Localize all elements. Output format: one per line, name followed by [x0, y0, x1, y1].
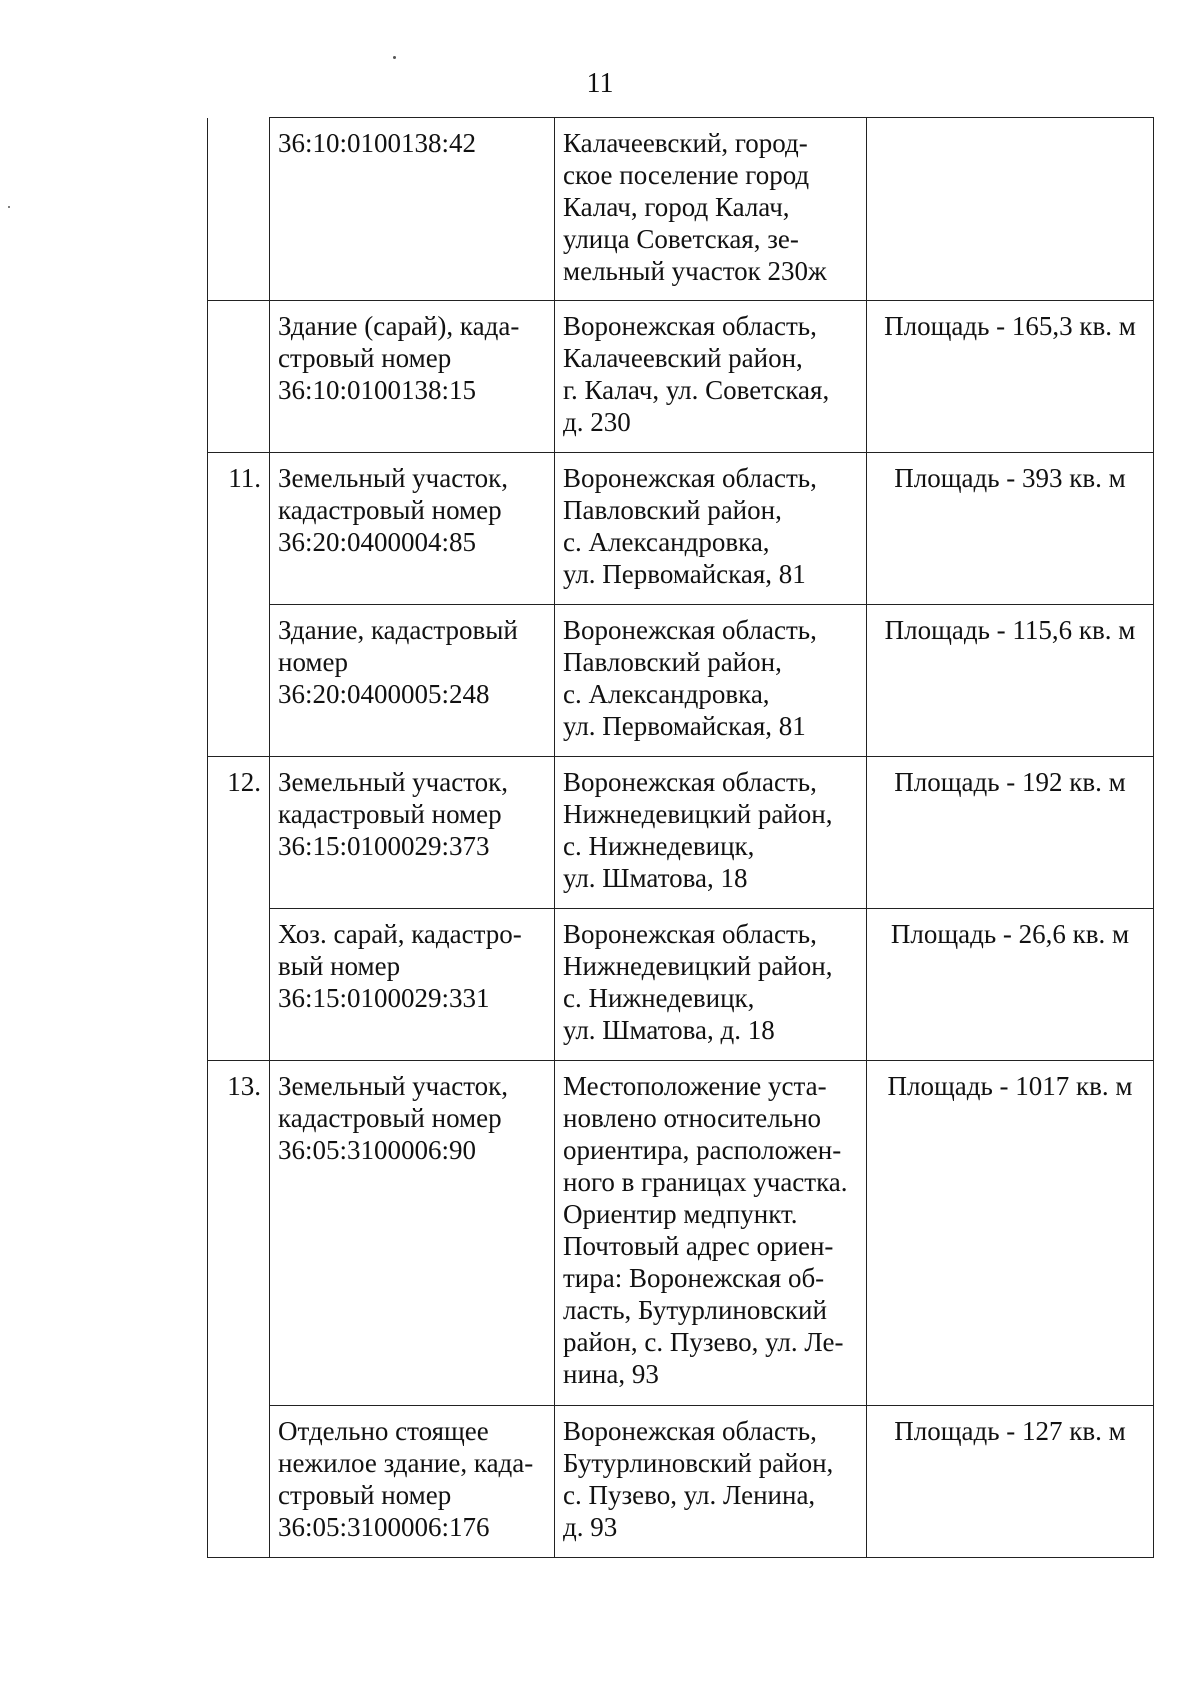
- object-description: Земельный участок, кадастровый номер 36:15:0100029:373: [270, 757, 555, 909]
- page-number: 11: [586, 68, 614, 99]
- object-area: Площадь - 192 кв. м: [867, 757, 1154, 909]
- object-address: Воронежская область, Павловский район, с. Александровка, ул. Первомайская, 81: [555, 605, 867, 757]
- row-number: 11.: [208, 453, 270, 605]
- object-address: Воронежская область, Павловский район, с. Александровка, ул. Первомайская, 81: [555, 453, 867, 605]
- table-row: [208, 1406, 1154, 1558]
- object-description: Хоз. сарай, кадастро- вый номер 36:15:0100029:331: [270, 909, 555, 1061]
- object-address: Воронежская область, Бутурлиновский район, с. Пузево, ул. Ленина, д. 93: [555, 1406, 867, 1558]
- object-address: Воронежская область, Калачеевский район, г. Калач, ул. Советская, д. 230: [555, 301, 867, 453]
- scan-speck: [393, 56, 396, 59]
- object-description: Земельный участок, кадастровый номер 36:20:0400004:85: [270, 453, 555, 605]
- object-description: Земельный участок, кадастровый номер 36:05:3100006:90: [270, 1061, 555, 1406]
- object-area: Площадь - 393 кв. м: [867, 453, 1154, 605]
- object-area: Площадь - 127 кв. м: [867, 1406, 1154, 1558]
- object-description: Здание (сарай), када- стровый номер 36:10:0100138:15: [270, 301, 555, 453]
- object-address: Воронежская область, Нижнедевицкий район, с. Нижнедевицк, ул. Шматова, 18: [555, 757, 867, 909]
- object-address: Калачеевский, город- ское поселение город Калач, город Калач, улица Советская, зе- мельный участок 230ж: [555, 118, 867, 301]
- object-area: Площадь - 165,3 кв. м: [867, 301, 1154, 453]
- scan-speck: [8, 206, 10, 208]
- object-area: Площадь - 26,6 кв. м: [867, 909, 1154, 1061]
- row-number: [208, 605, 270, 757]
- table-row: [208, 605, 1154, 757]
- object-area: [867, 118, 1154, 301]
- object-description: Здание, кадастровый номер 36:20:0400005:248: [270, 605, 555, 757]
- property-table: [207, 117, 1154, 1558]
- object-description: 36:10:0100138:42: [270, 118, 555, 301]
- object-description: Отдельно стоящее нежилое здание, када- стровый номер 36:05:3100006:176: [270, 1406, 555, 1558]
- row-number: [208, 1406, 270, 1558]
- table-row: [208, 1061, 1154, 1406]
- object-area: Площадь - 115,6 кв. м: [867, 605, 1154, 757]
- row-number: 12.: [208, 757, 270, 909]
- object-address: Местоположение уста- новлено относительно ориентира, расположен- ного в границах участка. Ориентир медпункт. Почтовый адрес ориен- тира: Воронежская об- ласть, Бутурлиновский район, с. Пузево, ул. Ле- нина, 93: [555, 1061, 867, 1406]
- object-area: Площадь - 1017 кв. м: [867, 1061, 1154, 1406]
- object-address: Воронежская область, Нижнедевицкий район, с. Нижнедевицк, ул. Шматова, д. 18: [555, 909, 867, 1061]
- row-number: [208, 909, 270, 1061]
- row-number: [208, 301, 270, 453]
- row-number: 13.: [208, 1061, 270, 1406]
- table-row: [208, 118, 1154, 301]
- table-row: [208, 301, 1154, 453]
- table-row: [208, 909, 1154, 1061]
- row-number: [208, 118, 270, 301]
- table-row: [208, 757, 1154, 909]
- table-row: [208, 453, 1154, 605]
